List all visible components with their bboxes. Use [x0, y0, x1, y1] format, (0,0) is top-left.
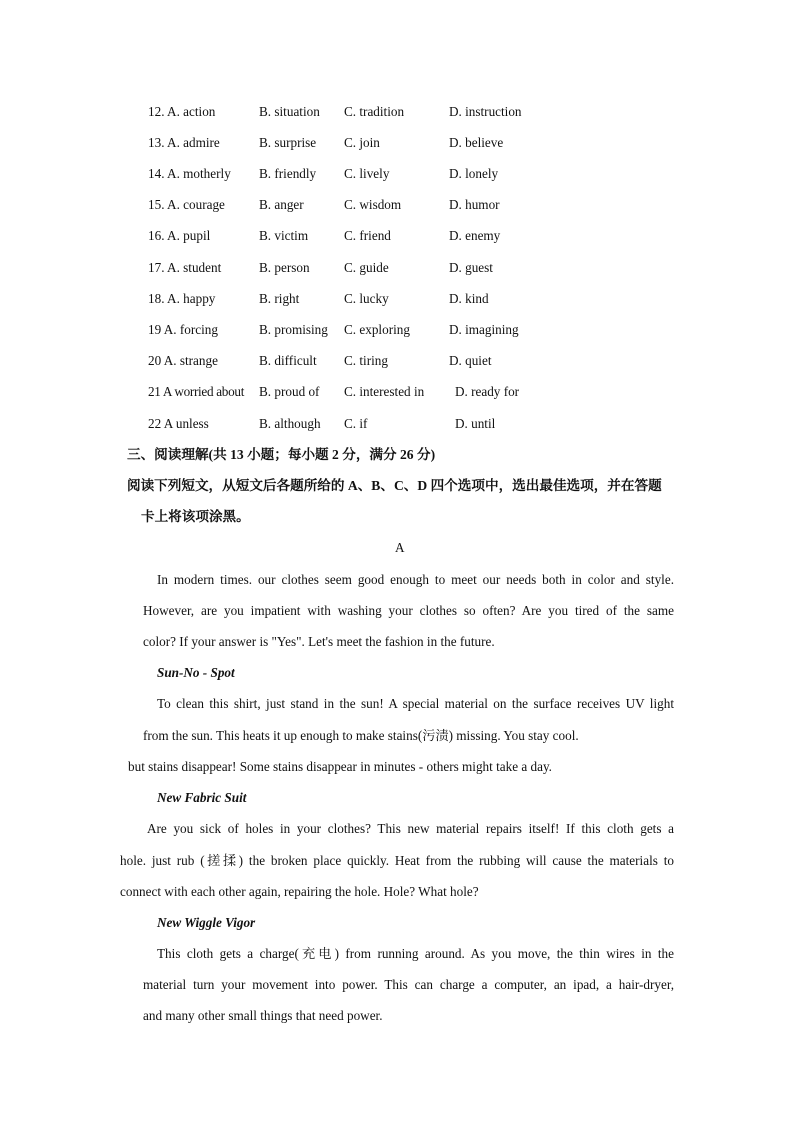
paragraph-line: but stains disappear! Some stains disappear in minutes - others might take a day. — [128, 759, 552, 774]
option-row-12 — [0, 104, 794, 120]
option-a: 21 A worried about — [148, 384, 245, 399]
paragraph-line: In modern times. our clothes seem good enough to meet our needs both in color and style. — [157, 572, 674, 587]
option-b: B. anger — [259, 197, 304, 212]
option-c: C. lively — [344, 166, 390, 181]
option-a: 13. A. admire — [148, 135, 220, 150]
option-a: 19 A. forcing — [148, 322, 218, 337]
option-d: D. imagining — [449, 322, 519, 337]
option-row-20 — [0, 353, 794, 369]
option-d: D. quiet — [449, 353, 492, 368]
option-row-19 — [0, 322, 794, 338]
option-b: B. person — [259, 260, 310, 275]
option-row-21 — [0, 384, 794, 400]
passage-label: A — [395, 540, 405, 555]
option-a: 17. A. student — [148, 260, 222, 275]
option-a: 18. A. happy — [148, 291, 216, 306]
option-d: D. enemy — [449, 228, 501, 243]
paragraph-line: material turn your movement into power. This can charge a computer, an ipad, a hair-dryer, — [143, 977, 674, 992]
option-c: C. if — [344, 416, 368, 431]
option-b: B. although — [259, 416, 321, 431]
option-c: C. lucky — [344, 291, 389, 306]
option-row-22 — [0, 416, 794, 432]
option-d: D. until — [455, 416, 496, 431]
item-title: New Fabric Suit — [157, 790, 247, 805]
option-a: 15. A. courage — [148, 197, 225, 212]
section-instruction: 阅读下列短文，从短文后各题所给的 A、B、C、D 四个选项中，选出最佳选项，并在答题 — [127, 478, 662, 493]
option-row-18 — [0, 291, 794, 307]
option-c: C. tiring — [344, 353, 388, 368]
paragraph-line: hole. just rub (搓揉) the broken place quickly. Heat from the rubbing will cause the materials to — [120, 853, 674, 868]
option-a: 22 A unless — [148, 416, 209, 431]
option-a: 16. A. pupil — [148, 228, 211, 243]
option-b: B. right — [259, 291, 300, 306]
option-b: B. proud of — [259, 384, 320, 399]
paragraph-line: Are you sick of holes in your clothes? This new material repairs itself! If this cloth gets a — [147, 821, 674, 836]
option-b: B. victim — [259, 228, 309, 243]
option-d: D. believe — [449, 135, 504, 150]
option-b: B. friendly — [259, 166, 317, 181]
option-c: C. friend — [344, 228, 391, 243]
option-a: 12. A. action — [148, 104, 216, 119]
option-b: B. promising — [259, 322, 328, 337]
paragraph-line: To clean this shirt, just stand in the sun! A special material on the surface receives UV light — [157, 696, 674, 711]
option-b: B. surprise — [259, 135, 317, 150]
option-a: 20 A. strange — [148, 353, 218, 368]
item-title: New Wiggle Vigor — [157, 915, 256, 930]
option-row-14 — [0, 166, 794, 182]
paragraph-line: and many other small things that need power. — [143, 1008, 383, 1023]
option-row-15 — [0, 197, 794, 213]
option-a: 14. A. motherly — [148, 166, 231, 181]
paragraph-line: connect with each other again, repairing the hole. Hole? What hole? — [120, 884, 479, 899]
option-c: C. wisdom — [344, 197, 402, 212]
item-title: Sun-No - Spot — [157, 665, 235, 680]
paragraph-line: This cloth gets a charge(充电) from running around. As you move, the thin wires in the — [157, 946, 674, 961]
option-d: D. kind — [449, 291, 489, 306]
option-row-13 — [0, 135, 794, 151]
option-d: D. humor — [449, 197, 500, 212]
option-c: C. guide — [344, 260, 389, 275]
option-c: C. tradition — [344, 104, 405, 119]
option-d: D. lonely — [449, 166, 499, 181]
paragraph-line: However, are you impatient with washing your clothes so often? Are you tired of the same — [143, 603, 674, 618]
option-b: B. difficult — [259, 353, 317, 368]
option-d: D. instruction — [449, 104, 522, 119]
option-d: D. guest — [449, 260, 493, 275]
paragraph-line: color? If your answer is "Yes". Let's meet the fashion in the future. — [143, 634, 495, 649]
option-c: C. exploring — [344, 322, 410, 337]
option-c: C. interested in — [344, 384, 425, 399]
section-instruction-cont: 卡上将该项涂黑。 — [141, 509, 250, 524]
section-heading: 三、阅读理解(共 13 小题；每小题 2 分，满分 26 分) — [127, 447, 436, 462]
option-row-16 — [0, 228, 794, 244]
option-c: C. join — [344, 135, 380, 150]
option-row-17 — [0, 260, 794, 276]
option-b: B. situation — [259, 104, 320, 119]
paragraph-line: from the sun. This heats it up enough to make stains(污渍) missing. You stay cool. — [143, 728, 579, 743]
option-d: D. ready for — [455, 384, 520, 399]
